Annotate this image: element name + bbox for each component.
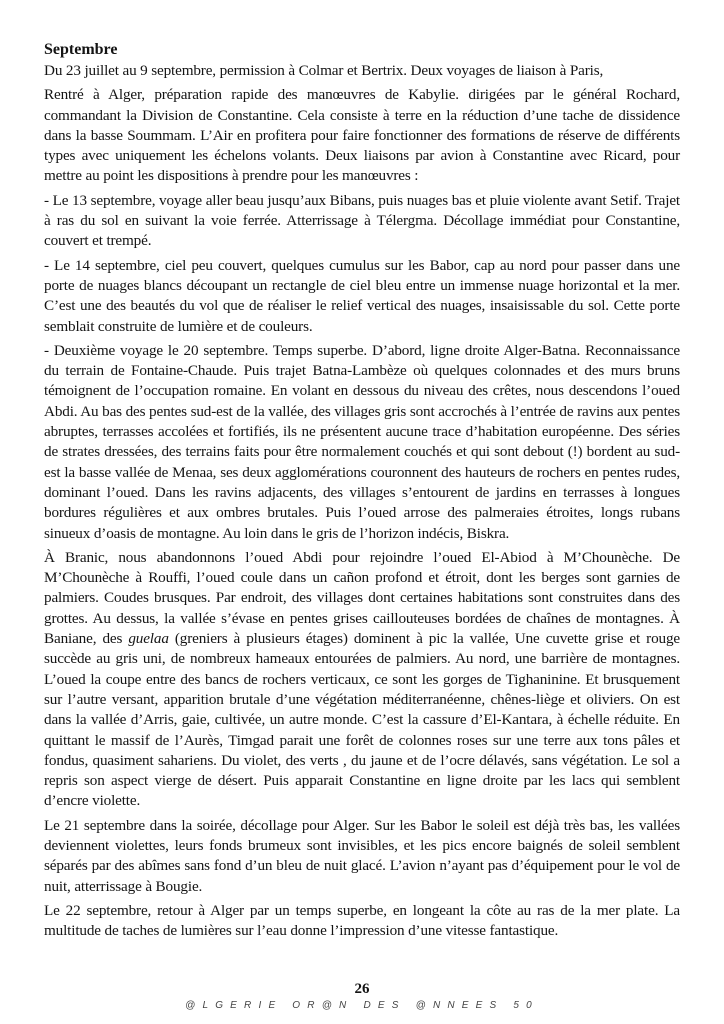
paragraph: Rentré à Alger, préparation rapide des manœuvres de Kabylie. dirigées par le général Rochard, commandant la Division de Constantine. Cela consiste à terre en la réduction d’une tache de dissidence dans la basse Soummam. L’Air en profitera pour faire fonctionner des formations de réserve de différents types avec uniquement les échelons volants. Deux liaisons par avion à Constantine avec Ricard, pour mettre au point les dispositions à prendre pour les manœuvres : <box>44 86 680 185</box>
paragraph-text: (greniers à plusieurs étages) dominent à pic la vallée, Une cuvette grise et rouge succède au gris uni, de nombreux hameaux entourées de palmiers. Au nord, une barrière de montagnes. L’oued la coupe entre des bancs de rochers verticaux, ce sont les gorges de Tighaninine. Et brusquement sur l’autre versant, apparition brutale d’une végétation méditerranéenne, chênes-liège et oliviers. On est dans la vallée d’Arris, gaie, cultivée, un autre monde. C’est la cassure d’El-Kantara, à échelle réduite. En quittant le massif de l’Aurès, Timgad parait une forêt de colonnes roses sur une terre aux tons pâles et fondus, quasiment sahariens. Du violet, des verts , du jaune et de l’ocre délavés, sans végétation. Le sol a repris son aspect vierge de désert. Puis apparait Constantine en ligne droite par les lacs qui semblent d’encre violette. <box>44 630 681 810</box>
footer-watermark: @LGERIE OR@N DES @NNEES 50 <box>185 1000 539 1011</box>
paragraph: - Deuxième voyage le 20 septembre. Temps superbe. D’abord, ligne droite Alger-Batna. Reconnaissance du terrain de Fontaine-Chaude. Puis trajet Batna-Lambèze où quelques colonnades et des murs bruns témoignent de l’occupation romaine. En volant en dessous du niveau des crêtes, nous descendons l’oued Abdi. Au bas des pentes sud-est de la vallée, des villages gris sont accrochés à l’entrée de ravins aux pentes abruptes, terrasses accolées et fortifiés, ils ne présentent aucune trace d’habitation européenne. Des séries de strates dressées, des terrains faits pour être normalement couchés et qui sont debout (!) bordent au sud-est la basse vallée de Menaa, ses deux agglomérations couronnent des hauteurs de rochers en pentes rudes, dominant l’oued. Dans les ravins adjacents, des villages s’entourent de jardins en terrasses à longues bordures régulières et aux ombres brutales. Puis l’oued arrose des palmeraies étroites, longs rubans sinueux d’oasis de montagne. Au loin dans le gris de l’horizon indécis, Biskra. <box>44 341 680 542</box>
paragraph: - Le 14 septembre, ciel peu couvert, quelques cumulus sur les Babor, cap au nord pour passer dans une porte de nuages blancs découpant un rectangle de ciel bleu entre un immense nuage horizontal et la mer. C’est une des beautés du vol que de réaliser le relief vertical des nuages, insaisissable du sol. Cette porte semblait construite de lumière et de couleurs. <box>44 256 680 335</box>
paragraph: Du 23 juillet au 9 septembre, permission à Colmar et Bertrix. Deux voyages de liaison à Paris, <box>44 62 604 79</box>
paragraph: - Le 13 septembre, voyage aller beau jusqu’aux Bibans, puis nuages bas et pluie violente avant Setif. Trajet à ras du sol en suivant la voie ferrée. Atterrissage à Télergma. Décollage immédiat pour Constantine, couvert et trempé. <box>44 191 680 250</box>
page-number: 26 <box>354 981 370 997</box>
paragraph <box>44 548 680 812</box>
italic-term: guelaa <box>128 630 169 648</box>
paragraph-text: À Branic, nous abandonnons l’oued Abdi pour rejoindre l’oued El-Abiod à M’Chounèche. De M’Chounèche à Rouffi, l’oued coule dans un cañon profond et étroit, dont les berges sont garnies de palmiers. Coudes brusques. Par endroit, des villages dont certaines habitations sont construites dans des grottes. Au dessus, la vallée s’évase en pentes grises caillouteuses bordées de chaînes de montagnes. À Baniane, des <box>44 548 680 648</box>
paragraph: Le 22 septembre, retour à Alger par un temps superbe, en longeant la côte au ras de la mer plate. La multitude de taches de lumières sur l’eau donne l’impression d’une vitesse fantastique. <box>44 901 680 940</box>
section-heading: Septembre <box>44 41 118 58</box>
page-body <box>44 40 680 945</box>
paragraph: Le 21 septembre dans la soirée, décollage pour Alger. Sur les Babor le soleil est déjà très bas, les vallées deviennent violettes, leurs fonds brumeux sont invisibles, et les pics encore baignés de soleil semblent séparés par des abîmes sans fond d’un bleu de nuit glacé. L’avion n’ayant pas d’équipement pour le vol de nuit, atterrissage à Bougie. <box>44 816 680 895</box>
